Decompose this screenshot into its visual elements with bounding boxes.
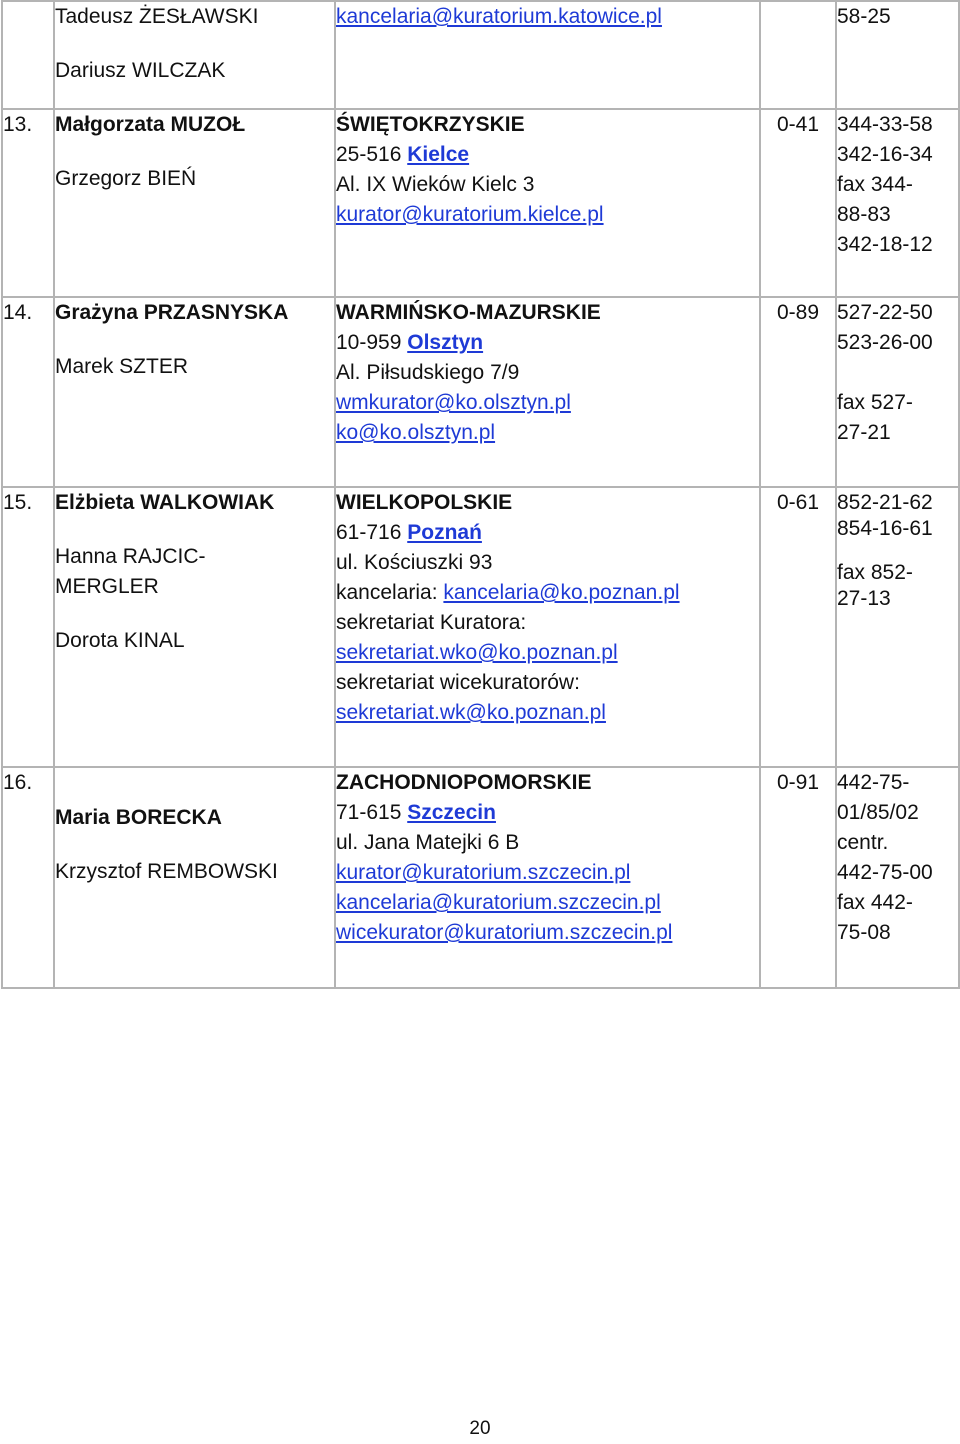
person-name: Dorota KINAL [55, 629, 185, 652]
page-number: 20 [469, 1418, 491, 1439]
row-number: 14. [2, 297, 54, 487]
table-row [2, 109, 959, 297]
email-link[interactable]: sekretariat.wk@ko.poznan.pl [336, 701, 606, 724]
region-name: ZACHODNIOPOMORSKIE [336, 771, 592, 794]
table-row [2, 297, 959, 487]
fax-number: 88-83 [837, 203, 891, 226]
email-link[interactable]: wicekurator@kuratorium.szczecin.pl [336, 921, 673, 944]
phone-number: 342-18-12 [837, 233, 933, 256]
area-code [760, 1, 836, 109]
table-row [2, 767, 959, 988]
address-cell [335, 297, 760, 487]
fax-number: fax 527- [837, 391, 913, 414]
phone-number: 01/85/02 [837, 801, 919, 824]
persons-cell [54, 767, 335, 988]
postal-line [336, 798, 759, 828]
phone-cell [836, 109, 959, 297]
email-link[interactable]: kurator@kuratorium.szczecin.pl [336, 861, 631, 884]
area-code: 0-41 [760, 109, 836, 297]
postal-line [336, 518, 759, 548]
email-link[interactable]: ko@ko.olsztyn.pl [336, 421, 496, 444]
fax-number: 27-13 [837, 587, 891, 610]
person-name: Elżbieta WALKOWIAK [55, 491, 275, 514]
persons-cell [54, 109, 335, 297]
person-name: Grażyna PRZASNYSKA [55, 301, 289, 324]
persons-cell [54, 487, 335, 767]
fax-number: fax 852- [837, 561, 913, 584]
phone-number: 58-25 [837, 5, 891, 28]
row-number [2, 1, 54, 109]
phone-number: 442-75- [837, 771, 910, 794]
phone-cell [836, 767, 959, 988]
phone-number: 342-16-34 [837, 143, 933, 166]
email-link[interactable]: kancelaria@kuratorium.szczecin.pl [336, 891, 661, 914]
fax-number: 75-08 [837, 921, 891, 944]
postal-code: 10-959 [336, 331, 402, 354]
row-number: 13. [2, 109, 54, 297]
office-email-line [336, 578, 759, 608]
persons-cell [54, 1, 335, 109]
postal-line [336, 328, 759, 358]
email-link[interactable]: kancelaria@ko.poznan.pl [443, 581, 680, 604]
row-number: 16. [2, 767, 54, 988]
email-label: kancelaria: [336, 581, 438, 604]
person-name: Hanna RAJCIC-MERGLER [55, 545, 206, 598]
address-cell [335, 487, 760, 767]
region-name: WIELKOPOLSKIE [336, 491, 513, 514]
address-cell [335, 109, 760, 297]
phone-label: centr. [837, 831, 889, 854]
person-name: Grzegorz BIEŃ [55, 167, 197, 190]
phone-cell [836, 1, 959, 109]
person-name: Dariusz WILCZAK [55, 59, 226, 82]
phone-number: 527-22-50 [837, 301, 933, 324]
person-name: Małgorzata MUZOŁ [55, 113, 246, 136]
table-row [2, 487, 959, 767]
postal-code: 61-716 [336, 521, 402, 544]
region-name: ŚWIĘTOKRZYSKIE [336, 113, 525, 136]
city-link[interactable]: Szczecin [407, 801, 496, 824]
person-name: Tadeusz ŻESŁAWSKI [55, 5, 259, 28]
phone-cell [836, 297, 959, 487]
email-link[interactable]: kancelaria@kuratorium.katowice.pl [336, 5, 662, 28]
street-address: ul. Kościuszki 93 [336, 551, 493, 574]
postal-code: 25-516 [336, 143, 402, 166]
street-address: Al. IX Wieków Kielc 3 [336, 173, 535, 196]
person-name: Marek SZTER [55, 355, 189, 378]
person-name: Krzysztof REMBOWSKI [55, 860, 278, 883]
email-link[interactable]: kurator@kuratorium.kielce.pl [336, 203, 604, 226]
phone-cell [836, 487, 959, 767]
area-code: 0-91 [760, 767, 836, 988]
area-code: 0-61 [760, 487, 836, 767]
city-link[interactable]: Poznań [407, 521, 482, 544]
fax-number: fax 344- [837, 173, 913, 196]
address-cell [335, 1, 760, 109]
street-address: Al. Piłsudskiego 7/9 [336, 361, 520, 384]
region-name: WARMIŃSKO-MAZURSKIE [336, 301, 601, 324]
phone-number: 852-21-62 [837, 491, 933, 514]
phone-number: 854-16-61 [837, 517, 933, 540]
postal-line [336, 140, 759, 170]
email-label: sekretariat Kuratora: [336, 611, 527, 634]
persons-cell [54, 297, 335, 487]
phone-number: 442-75-00 [837, 861, 933, 884]
table-row [2, 1, 959, 109]
email-link[interactable]: wmkurator@ko.olsztyn.pl [336, 391, 571, 414]
email-link[interactable]: sekretariat.wko@ko.poznan.pl [336, 641, 618, 664]
fax-number: fax 442- [837, 891, 913, 914]
street-address: ul. Jana Matejki 6 B [336, 831, 520, 854]
email-label: sekretariat wicekuratorów: [336, 671, 580, 694]
postal-code: 71-615 [336, 801, 402, 824]
phone-number: 523-26-00 [837, 331, 933, 354]
city-link[interactable]: Olsztyn [407, 331, 484, 354]
city-link[interactable]: Kielce [407, 143, 470, 166]
phone-number: 344-33-58 [837, 113, 933, 136]
fax-number: 27-21 [837, 421, 891, 444]
area-code: 0-89 [760, 297, 836, 487]
person-name: Maria BORECKA [55, 806, 222, 829]
contact-directory-table [1, 0, 960, 989]
row-number: 15. [2, 487, 54, 767]
address-cell [335, 767, 760, 988]
